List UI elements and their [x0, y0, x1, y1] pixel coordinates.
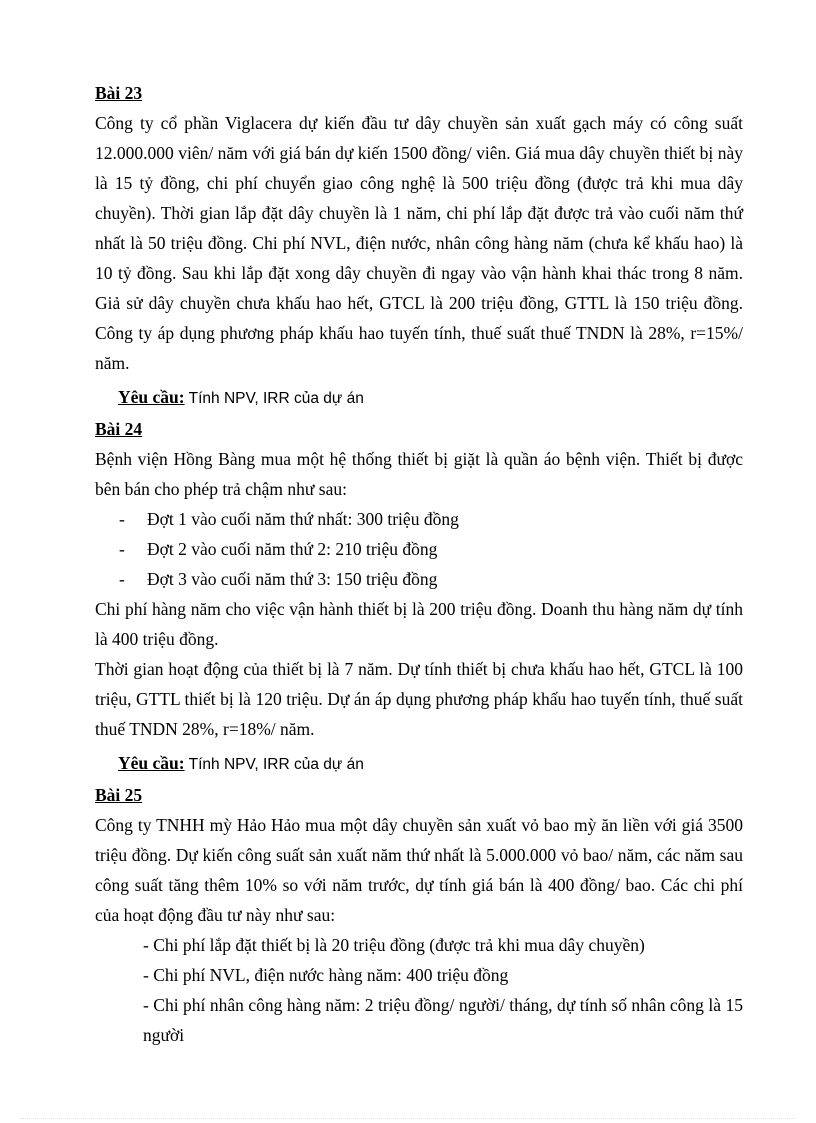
section-heading-bai-24: Bài 24 [95, 419, 143, 439]
dash-bullet: - [119, 509, 125, 529]
bai-24-paragraph-3: Thời gian hoạt động của thiết bị là 7 năm. Dự tính thiết bị chưa khấu hao hết, GTCL là 100 triệu, GTTL thiết bị là 120 triệu. Dự án áp dụng phương pháp khấu hao tuyến tính, thuế suất thuế TNDN 28%, r=18%/ năm. [95, 659, 743, 739]
cost-item: - Chi phí NVL, điện nước hàng năm: 400 triệu đồng [143, 965, 509, 985]
page-footer-divider [20, 1118, 796, 1119]
list-item [95, 564, 743, 594]
list-item [95, 534, 743, 564]
requirement-text: Tính NPV, IRR của dự án [184, 756, 364, 773]
list-item-text: Đợt 1 vào cuối năm thứ nhất: 300 triệu đồng [147, 509, 459, 529]
bai-24-intro: Bệnh viện Hồng Bàng mua một hệ thống thiết bị giặt là quần áo bệnh viện. Thiết bị được bên bán cho phép trả chậm như sau: [95, 449, 743, 499]
section-heading-bai-25: Bài 25 [95, 785, 143, 805]
requirement-text: Tính NPV, IRR của dự án [184, 390, 364, 407]
requirement-label: Yêu cầu: [118, 387, 185, 407]
bai-23-paragraph: Công ty cổ phần Viglacera dự kiến đầu tư dây chuyền sản xuất gạch máy có công suất 12.000.000 viên/ năm với giá bán dự kiến 1500 đồng/ viên. Giá mua dây chuyền thiết bị này là 15 tỷ đồng, chi phí chuyển giao công nghệ là 500 triệu đồng (được trả khi mua dây chuyền). Thời gian lắp đặt dây chuyền là 1 năm, chi phí lắp đặt được trả vào cuối năm thứ nhất là 50 triệu đồng. Chi phí NVL, điện nước, nhân công hàng năm (chưa kể khấu hao) là 10 tỷ đồng. Sau khi lắp đặt xong dây chuyền đi ngay vào vận hành khai thác trong 8 năm. Giả sử dây chuyền chưa khấu hao hết, GTCL là 200 triệu đồng, GTTL là 150 triệu đồng. Công ty áp dụng phương pháp khấu hao tuyến tính, thuế suất thuế TNDN là 28%, r=15%/ năm. [95, 113, 743, 373]
dash-bullet: - [119, 539, 125, 559]
list-item-text: Đợt 3 vào cuối năm thứ 3: 150 triệu đồng [147, 569, 438, 589]
bai-24-paragraph-2: Chi phí hàng năm cho việc vận hành thiết bị là 200 triệu đồng. Doanh thu hàng năm dự tính là 400 triệu đồng. [95, 599, 743, 649]
list-item [95, 504, 743, 534]
list-item-text: Đợt 2 vào cuối năm thứ 2: 210 triệu đồng [147, 539, 438, 559]
dash-bullet: - [119, 569, 125, 589]
document-body [95, 78, 743, 1050]
section-heading-bai-23: Bài 23 [95, 83, 143, 103]
payment-schedule-list [95, 504, 743, 594]
cost-item: - Chi phí nhân công hàng năm: 2 triệu đồng/ người/ tháng, dự tính số nhân công là 15 người [143, 995, 743, 1045]
bai-25-paragraph: Công ty TNHH mỳ Hảo Hảo mua một dây chuyền sản xuất vỏ bao mỳ ăn liền với giá 3500 triệu đồng. Dự kiến công suất sản xuất năm thứ nhất là 5.000.000 vỏ bao/ năm, các năm sau công suất tăng thêm 10% so với năm trước, dự tính giá bán là 400 đồng/ bao. Các chi phí của hoạt động đầu tư này như sau: [95, 815, 743, 925]
cost-item: - Chi phí lắp đặt thiết bị là 20 triệu đồng (được trả khi mua dây chuyền) [143, 935, 645, 955]
bai-24-requirement [95, 748, 743, 780]
requirement-label: Yêu cầu: [118, 753, 185, 773]
bai-23-requirement [95, 382, 743, 414]
